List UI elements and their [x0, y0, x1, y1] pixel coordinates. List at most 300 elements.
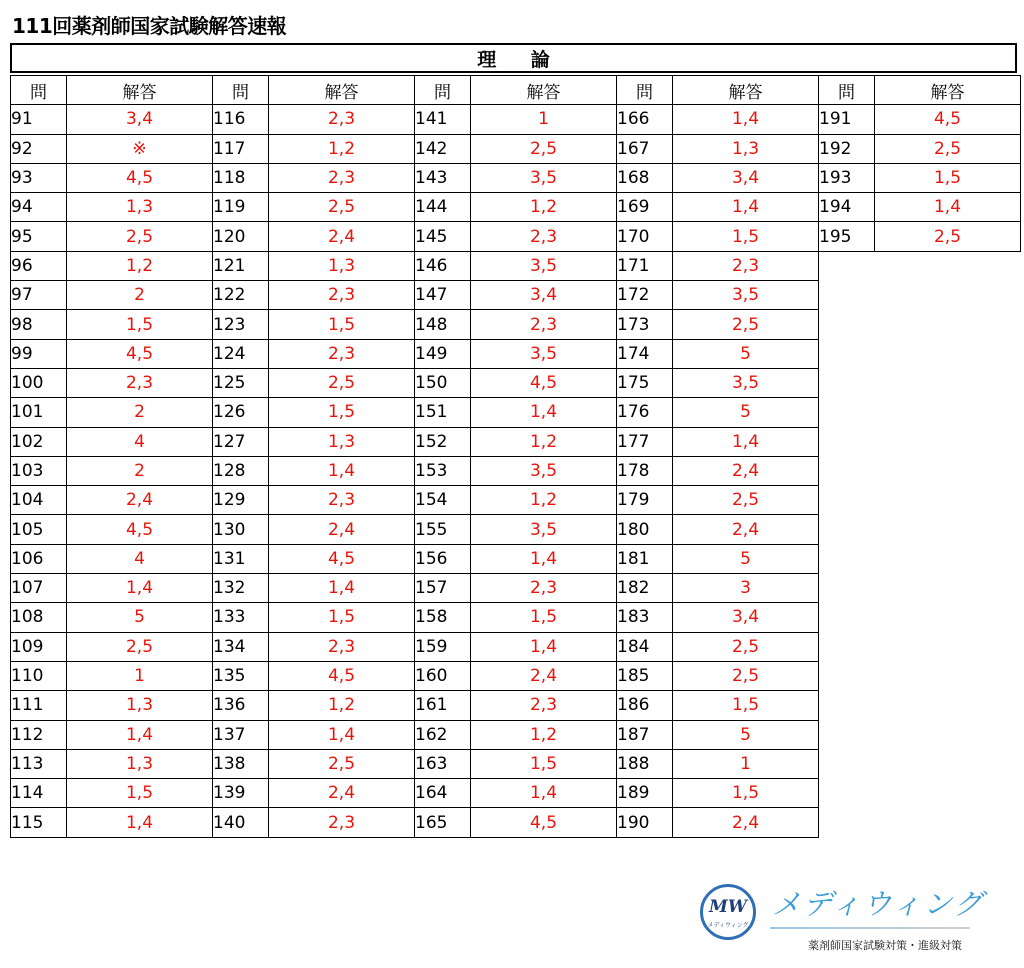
table-row [617, 456, 819, 485]
table-row [415, 486, 617, 515]
answer-value: 2,3 [673, 251, 819, 280]
question-number: 127 [213, 427, 269, 456]
table-row [11, 574, 213, 603]
table-row [617, 339, 819, 368]
question-number: 139 [213, 779, 269, 808]
answer-value: 4,5 [471, 808, 617, 837]
table-row [213, 281, 415, 310]
answer-value: 5 [67, 603, 213, 632]
answer-block [818, 75, 1021, 252]
table-row [213, 779, 415, 808]
table-row [617, 427, 819, 456]
table-row [213, 661, 415, 690]
question-number: 126 [213, 398, 269, 427]
answer-value: 2,3 [269, 339, 415, 368]
answer-block [10, 75, 213, 838]
question-number: 142 [415, 134, 471, 163]
table-row [11, 544, 213, 573]
answer-value: 1,5 [269, 603, 415, 632]
answer-value: 2,3 [471, 574, 617, 603]
header-row [617, 76, 819, 105]
question-number: 109 [11, 632, 67, 661]
table-row [11, 251, 213, 280]
answer-value: 2,5 [67, 632, 213, 661]
answer-column-header: 解答 [471, 76, 617, 105]
table-row [617, 251, 819, 280]
table-row [415, 779, 617, 808]
question-number: 119 [213, 193, 269, 222]
answer-value: 2,4 [269, 779, 415, 808]
answer-value: 2,4 [269, 222, 415, 251]
answer-value: 1,2 [471, 720, 617, 749]
answer-value: 2,5 [673, 632, 819, 661]
question-column-header: 問 [11, 76, 67, 105]
table-row [617, 398, 819, 427]
question-number: 138 [213, 749, 269, 778]
answer-value: 2,5 [673, 486, 819, 515]
answer-value: 3,4 [673, 163, 819, 192]
answer-value: 4,5 [269, 544, 415, 573]
question-number: 137 [213, 720, 269, 749]
answer-value: 1 [67, 661, 213, 690]
answer-value: 1,4 [67, 574, 213, 603]
answer-value: 1,4 [269, 574, 415, 603]
answer-column-header: 解答 [875, 76, 1021, 105]
answer-value: 3,5 [471, 339, 617, 368]
answer-value: 2,4 [471, 661, 617, 690]
answer-value: 2,3 [269, 281, 415, 310]
answer-value: 1,2 [471, 427, 617, 456]
table-row [213, 310, 415, 339]
answer-value: 1,2 [269, 691, 415, 720]
question-number: 161 [415, 691, 471, 720]
answer-value: 2,5 [471, 134, 617, 163]
question-column-header: 問 [819, 76, 875, 105]
table-row [213, 105, 415, 134]
table-row [11, 105, 213, 134]
table-row [11, 691, 213, 720]
answer-value: 1,5 [67, 779, 213, 808]
table-row [11, 193, 213, 222]
answer-value: 1,2 [471, 193, 617, 222]
section-banner: 理 論 [10, 43, 1017, 73]
table-row [415, 251, 617, 280]
answer-value: 2,3 [269, 486, 415, 515]
table-row [213, 486, 415, 515]
answer-value: 2 [67, 456, 213, 485]
question-number: 171 [617, 251, 673, 280]
question-number: 180 [617, 515, 673, 544]
question-number: 134 [213, 632, 269, 661]
answer-value: 1,4 [471, 544, 617, 573]
logo-name: メディウィング [772, 887, 985, 921]
table-row [213, 427, 415, 456]
table-row [11, 515, 213, 544]
question-number: 123 [213, 310, 269, 339]
question-number: 106 [11, 544, 67, 573]
question-number: 169 [617, 193, 673, 222]
answer-block [616, 75, 819, 838]
answer-value: 2,4 [673, 456, 819, 485]
answer-value: 2,5 [673, 310, 819, 339]
answer-value: 4,5 [67, 163, 213, 192]
question-number: 152 [415, 427, 471, 456]
answer-value: 2,3 [471, 222, 617, 251]
answer-value: 1,3 [673, 134, 819, 163]
table-row [617, 486, 819, 515]
question-number: 108 [11, 603, 67, 632]
answer-value: 2,3 [67, 368, 213, 397]
answer-value: 1,4 [471, 779, 617, 808]
question-number: 114 [11, 779, 67, 808]
question-number: 193 [819, 163, 875, 192]
question-number: 128 [213, 456, 269, 485]
question-number: 93 [11, 163, 67, 192]
question-number: 105 [11, 515, 67, 544]
answer-value: 1,4 [269, 720, 415, 749]
question-number: 157 [415, 574, 471, 603]
answer-value: 2,4 [269, 515, 415, 544]
table-row [213, 574, 415, 603]
answer-value: 1,3 [269, 427, 415, 456]
question-number: 103 [11, 456, 67, 485]
answer-value: 4,5 [67, 339, 213, 368]
table-row [415, 134, 617, 163]
question-number: 189 [617, 779, 673, 808]
question-number: 170 [617, 222, 673, 251]
table-row [213, 603, 415, 632]
question-number: 112 [11, 720, 67, 749]
table-row [11, 661, 213, 690]
question-number: 110 [11, 661, 67, 690]
answer-value: 1,4 [67, 720, 213, 749]
question-number: 104 [11, 486, 67, 515]
question-number: 181 [617, 544, 673, 573]
table-row [11, 779, 213, 808]
answer-value: 2 [67, 398, 213, 427]
logo-tagline: 薬剤師国家試験対策・進級対策 [808, 939, 962, 952]
table-row [11, 632, 213, 661]
table-row [11, 163, 213, 192]
table-row [617, 720, 819, 749]
table-row [415, 456, 617, 485]
answer-column-header: 解答 [269, 76, 415, 105]
answer-value: 1,4 [269, 456, 415, 485]
answer-value: 3,5 [471, 456, 617, 485]
question-number: 124 [213, 339, 269, 368]
answer-value: 1 [471, 105, 617, 134]
question-number: 96 [11, 251, 67, 280]
table-row [617, 661, 819, 690]
question-number: 194 [819, 193, 875, 222]
answer-value: 4,5 [471, 368, 617, 397]
medwing-logo [698, 880, 998, 960]
question-number: 188 [617, 749, 673, 778]
question-number: 115 [11, 808, 67, 837]
answer-value: 4,5 [875, 105, 1021, 134]
question-number: 176 [617, 398, 673, 427]
answer-value: 5 [673, 720, 819, 749]
question-number: 140 [213, 808, 269, 837]
answer-value: 3,5 [673, 368, 819, 397]
table-row [819, 105, 1021, 134]
table-row [213, 544, 415, 573]
answer-value: 3,5 [471, 163, 617, 192]
answer-value: 2,3 [269, 105, 415, 134]
answer-column-header: 解答 [673, 76, 819, 105]
table-row [617, 544, 819, 573]
answer-value: 5 [673, 339, 819, 368]
question-number: 185 [617, 661, 673, 690]
table-row [617, 691, 819, 720]
table-row [415, 574, 617, 603]
question-number: 145 [415, 222, 471, 251]
answer-value: 1,2 [269, 134, 415, 163]
table-row [415, 398, 617, 427]
question-number: 95 [11, 222, 67, 251]
question-number: 183 [617, 603, 673, 632]
table-row [415, 603, 617, 632]
question-number: 122 [213, 281, 269, 310]
answer-value: 1 [673, 749, 819, 778]
table-row [819, 163, 1021, 192]
question-number: 192 [819, 134, 875, 163]
answer-value: 3,4 [471, 281, 617, 310]
answer-value: 2,5 [875, 222, 1021, 251]
answer-value: 1,5 [269, 398, 415, 427]
question-number: 162 [415, 720, 471, 749]
question-number: 118 [213, 163, 269, 192]
table-row [213, 398, 415, 427]
question-number: 101 [11, 398, 67, 427]
answer-value: 2,4 [67, 486, 213, 515]
table-row [213, 691, 415, 720]
answer-value: 3,5 [471, 251, 617, 280]
table-row [617, 310, 819, 339]
question-number: 129 [213, 486, 269, 515]
table-row [213, 368, 415, 397]
answer-value: 2,5 [269, 193, 415, 222]
question-number: 195 [819, 222, 875, 251]
question-number: 141 [415, 105, 471, 134]
answer-grid [10, 75, 1021, 838]
table-row [617, 749, 819, 778]
table-row [213, 632, 415, 661]
question-number: 179 [617, 486, 673, 515]
answer-value: 1,5 [471, 749, 617, 778]
question-number: 99 [11, 339, 67, 368]
answer-value: 2,4 [673, 808, 819, 837]
answer-value: 1,3 [269, 251, 415, 280]
answer-column-header: 解答 [67, 76, 213, 105]
table-row [213, 251, 415, 280]
answer-value: 2,5 [269, 368, 415, 397]
answer-value: 1,5 [875, 163, 1021, 192]
table-row [213, 808, 415, 837]
question-number: 113 [11, 749, 67, 778]
table-row [617, 515, 819, 544]
table-row [11, 134, 213, 163]
table-row [213, 515, 415, 544]
question-number: 173 [617, 310, 673, 339]
question-number: 160 [415, 661, 471, 690]
answer-value: 2,5 [875, 134, 1021, 163]
question-number: 174 [617, 339, 673, 368]
question-number: 102 [11, 427, 67, 456]
table-row [213, 339, 415, 368]
answer-value: 2,5 [673, 661, 819, 690]
table-row [213, 749, 415, 778]
answer-value: 1,2 [471, 486, 617, 515]
answer-value: 1,5 [471, 603, 617, 632]
answer-value: 1,4 [673, 427, 819, 456]
table-row [11, 427, 213, 456]
question-number: 154 [415, 486, 471, 515]
table-row [617, 193, 819, 222]
answer-value: 2,3 [471, 691, 617, 720]
question-number: 143 [415, 163, 471, 192]
logo-mark-text: MW [709, 897, 747, 917]
question-number: 135 [213, 661, 269, 690]
answer-value: 4,5 [67, 515, 213, 544]
answer-value: 1,4 [673, 105, 819, 134]
table-row [213, 163, 415, 192]
table-row [415, 661, 617, 690]
question-number: 146 [415, 251, 471, 280]
answer-block [212, 75, 415, 838]
answer-value: 1,5 [673, 779, 819, 808]
answer-value: 1,3 [67, 749, 213, 778]
question-number: 111 [11, 691, 67, 720]
table-row [617, 134, 819, 163]
answer-value: 1,4 [673, 193, 819, 222]
table-row [11, 603, 213, 632]
question-number: 92 [11, 134, 67, 163]
answer-value: 1,5 [269, 310, 415, 339]
question-column-header: 問 [415, 76, 471, 105]
table-row [415, 749, 617, 778]
answer-value: 2,3 [269, 632, 415, 661]
table-row [415, 691, 617, 720]
question-number: 120 [213, 222, 269, 251]
header-row [415, 76, 617, 105]
question-number: 153 [415, 456, 471, 485]
answer-value: 2,5 [67, 222, 213, 251]
question-number: 121 [213, 251, 269, 280]
table-row [415, 515, 617, 544]
answer-value: 2,3 [269, 808, 415, 837]
header-row [11, 76, 213, 105]
table-row [415, 339, 617, 368]
question-number: 155 [415, 515, 471, 544]
question-number: 94 [11, 193, 67, 222]
answer-value: 3,4 [67, 105, 213, 134]
table-row [11, 749, 213, 778]
answer-value: 4,5 [269, 661, 415, 690]
logo-emblem-icon [700, 884, 756, 940]
question-number: 117 [213, 134, 269, 163]
table-row [11, 281, 213, 310]
answer-value: 1,4 [875, 193, 1021, 222]
question-number: 107 [11, 574, 67, 603]
question-number: 148 [415, 310, 471, 339]
question-number: 97 [11, 281, 67, 310]
table-row [617, 222, 819, 251]
table-row [415, 544, 617, 573]
table-row [415, 427, 617, 456]
answer-value: 3 [673, 574, 819, 603]
header-row [213, 76, 415, 105]
table-row [213, 134, 415, 163]
question-number: 116 [213, 105, 269, 134]
table-row [415, 281, 617, 310]
table-row [415, 368, 617, 397]
table-row [213, 720, 415, 749]
table-row [415, 720, 617, 749]
answer-value: 2,4 [673, 515, 819, 544]
table-row [617, 808, 819, 837]
table-row [11, 456, 213, 485]
logo-divider [770, 927, 970, 929]
table-row [617, 632, 819, 661]
table-row [819, 193, 1021, 222]
table-row [415, 193, 617, 222]
answer-value: 5 [673, 398, 819, 427]
question-number: 151 [415, 398, 471, 427]
answer-value: 3,4 [673, 603, 819, 632]
header-row [819, 76, 1021, 105]
question-number: 133 [213, 603, 269, 632]
question-number: 100 [11, 368, 67, 397]
table-row [415, 163, 617, 192]
answer-value: 2,3 [471, 310, 617, 339]
question-number: 167 [617, 134, 673, 163]
answer-value: 1,5 [673, 691, 819, 720]
question-column-header: 問 [213, 76, 269, 105]
answer-value: 1,3 [67, 193, 213, 222]
table-row [213, 222, 415, 251]
answer-value: 4 [67, 544, 213, 573]
table-row [617, 779, 819, 808]
question-column-header: 問 [617, 76, 673, 105]
question-number: 190 [617, 808, 673, 837]
answer-value: 2,3 [269, 163, 415, 192]
answer-value: 2,5 [269, 749, 415, 778]
question-number: 158 [415, 603, 471, 632]
table-row [213, 193, 415, 222]
table-row [415, 222, 617, 251]
question-number: 166 [617, 105, 673, 134]
page-title: 111回薬剤師国家試験解答速報 [12, 14, 287, 38]
table-row [11, 222, 213, 251]
question-number: 186 [617, 691, 673, 720]
answer-value: 2 [67, 281, 213, 310]
question-number: 156 [415, 544, 471, 573]
table-row [617, 163, 819, 192]
question-number: 147 [415, 281, 471, 310]
question-number: 187 [617, 720, 673, 749]
table-row [415, 310, 617, 339]
table-row [415, 105, 617, 134]
question-number: 130 [213, 515, 269, 544]
table-row [617, 603, 819, 632]
answer-value: 1,5 [673, 222, 819, 251]
logo-mark-subtext: メディウィング [707, 922, 749, 929]
answer-value: 3,5 [471, 515, 617, 544]
table-row [11, 720, 213, 749]
answer-value: 1,3 [67, 691, 213, 720]
table-row [11, 368, 213, 397]
